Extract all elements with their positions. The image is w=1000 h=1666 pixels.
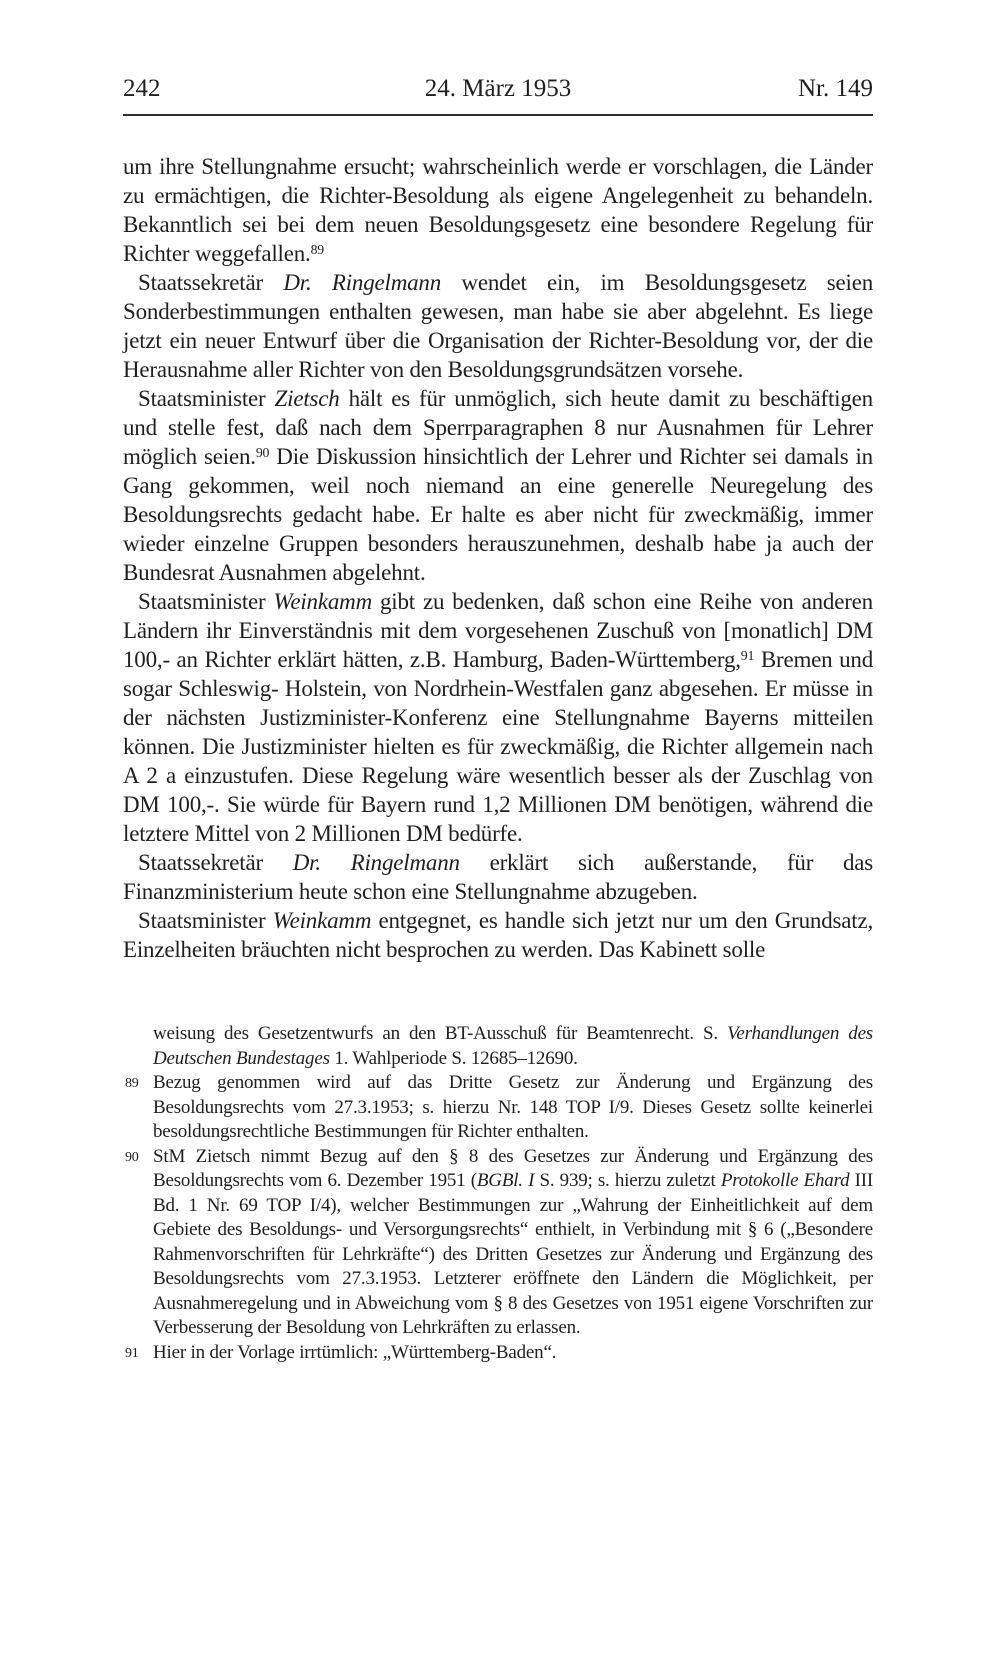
- text-segment: Staatsminister: [138, 386, 275, 411]
- text-segment: S. 939; s. hierzu zuletzt: [534, 1170, 721, 1191]
- text-segment: Bezug genommen wird auf das Dritte Gesetz zur Änderung und Ergänzung des Besoldungsrechts vom 27.3.1953; s. hierzu Nr. 148 TOP I/9. Dieses Gesetz sollte keinerlei besoldungsrechtliche Bestimmungen für Richter enthalten.: [153, 1072, 873, 1142]
- italic-text: Weinkamm: [273, 589, 372, 614]
- header-rule: [123, 114, 873, 116]
- text-segment: Staatssekretär: [138, 850, 293, 875]
- text-segment: Staatssekretär: [138, 270, 284, 295]
- italic-text: Weinkamm: [272, 908, 372, 933]
- text-segment: Die Diskussion hinsichtlich der Lehrer und Richter sei damals in Gang gekommen, weil noch niemand an eine generelle Neuregelung des Besoldungsrechts gedacht habe. Er halte es aber nicht für zweckmäßig, immer wieder einzelne Gruppen besonders herauszunehmen, deshalb habe ja auch der Bundesrat Ausnahmen abgelehnt.: [123, 444, 873, 585]
- footnote-item: [123, 1071, 873, 1145]
- body-text: [123, 152, 873, 964]
- text-segment: 1. Wahlperiode S. 12685–12690.: [329, 1047, 578, 1069]
- text-segment: entgegnet, es handle sich jetzt nur um den Grundsatz, Einzelheiten bräuchten nicht besprochen zu werden. Das Kabinett solle: [123, 908, 873, 962]
- italic-text: Protokolle Ehard: [720, 1170, 850, 1191]
- text-segment: III Bd. 1 Nr. 69 TOP I/4), welcher Bestimmungen zur „Wahrung der Einheitlichkeit auf dem Gebiete des Besoldungs- und Versorgungsrechts“ enthielt, in Verbindung mit § 6 („Besondere Rahmenvorschriften für Lehrkräfte“) des Dritten Gesetzes zur Änderung und Ergänzung des Besoldungsrechts vom 27.3.1953. Letzterer eröffnete den Ländern die Möglichkeit, per Ausnahmeregelung und in Abweichung vom § 8 des Gesetzes von 1951 eigene Vorschriften zur Verbesserung der Besoldung von Lehrkräften zu erlassen.: [153, 1170, 874, 1338]
- paragraph: [123, 906, 873, 964]
- footnote-number: 89: [125, 1076, 139, 1091]
- footnote-item: [123, 1145, 873, 1341]
- page-content: [123, 74, 873, 1365]
- footnote-ref: 89: [310, 242, 324, 258]
- footnote-text: [153, 1342, 556, 1363]
- italic-text: Dr. Ringelmann: [292, 850, 460, 875]
- text-segment: gibt zu bedenken, daß schon eine Reihe von anderen Ländern ihr Einverständnis mit dem vorgesehenen Zuschuß von [monatlich] DM 100,- an Richter erklärt hätten, z.B. Hamburg, Baden-Württemberg,: [123, 589, 873, 672]
- text-segment: Hier in der Vorlage irrtümlich: „Württemberg-Baden“.: [153, 1341, 557, 1363]
- paragraph: [123, 848, 873, 906]
- page-header: [123, 74, 873, 103]
- footnote-ref: 90: [255, 445, 270, 461]
- text-segment: hält es für unmöglich, sich heute damit zu beschäftigen und stelle fest, daß nach dem Sperrparagraphen 8 nur Ausnahmen für Lehrer möglich seien.: [123, 386, 873, 469]
- text-segment: erklärt sich außerstande, für das Finanzministerium heute schon eine Stellungnahme abzugeben.: [123, 850, 874, 904]
- footnote-item: [123, 1341, 873, 1366]
- footnote-text: [153, 1072, 873, 1142]
- text-segment: wendet ein, im Besoldungsgesetz seien Sonderbestimmungen enthalten gewesen, man habe sie aber abgelehnt. Es liege jetzt ein neuer Entwurf über die Organisation der Richter-Besoldung vor, der die Herausnahme aller Richter von den Besoldungsgrundsätzen vorsehe.: [123, 270, 873, 382]
- text-segment: Staatsminister: [138, 589, 274, 614]
- footnotes: [123, 1022, 873, 1365]
- page-number: 242: [123, 75, 161, 102]
- paragraph: [123, 384, 873, 587]
- header-issue-number: Nr. 149: [798, 75, 873, 102]
- italic-text: Zietsch: [274, 386, 340, 411]
- text-segment: weisung des Gesetzentwurfs an den BT-Ausschuß für Beamtenrecht. S.: [153, 1023, 728, 1044]
- footnote-text: [153, 1023, 873, 1069]
- text-segment: StM Zietsch nimmt Bezug auf den § 8 des Gesetzes zur Änderung und Ergänzung des Besoldungsrechts vom 6. Dezember 1951 (: [153, 1145, 873, 1191]
- text-segment: Bremen und sogar Schleswig- Holstein, von Nordrhein-Westfalen ganz abgesehen. Er müsse in der nächsten Justizminister-Konferenz eine Stellungnahme Bayerns mitteilen können. Die Justizminister hielten es für zweckmäßig, die Richter allgemein nach A 2 a einzustufen. Diese Regelung wäre wesentlich besser als der Zuschlag von DM 100,-. Sie würde für Bayern rund 1,2 Millionen DM benötigen, während die letztere Mittel von 2 Millionen DM bedürfe.: [123, 647, 873, 846]
- footnote-item: [123, 1022, 873, 1071]
- footnote-text: [153, 1146, 873, 1339]
- italic-text: BGBl. I: [476, 1170, 535, 1191]
- footnote-number: 90: [125, 1149, 139, 1165]
- text-segment: um ihre Stellungnahme ersucht; wahrscheinlich werde er vorschlagen, die Länder zu ermächtigen, die Richter-Besoldung als eigene Angelegenheit zu behandeln. Bekanntlich sei bei dem neuen Besoldungsgesetz eine besondere Regelung für Richter weggefallen.: [123, 154, 873, 266]
- paragraph: [123, 152, 873, 268]
- italic-text: Dr. Ringelmann: [283, 270, 442, 295]
- footnote-ref: 91: [740, 648, 755, 664]
- text-segment: Staatsminister: [138, 908, 273, 933]
- footnote-number: 91: [125, 1345, 139, 1361]
- paragraph: [123, 587, 873, 848]
- header-date: 24. März 1953: [424, 75, 572, 102]
- paragraph: [123, 268, 873, 384]
- italic-text: Verhandlungen des Deutschen Bundestages: [153, 1023, 874, 1069]
